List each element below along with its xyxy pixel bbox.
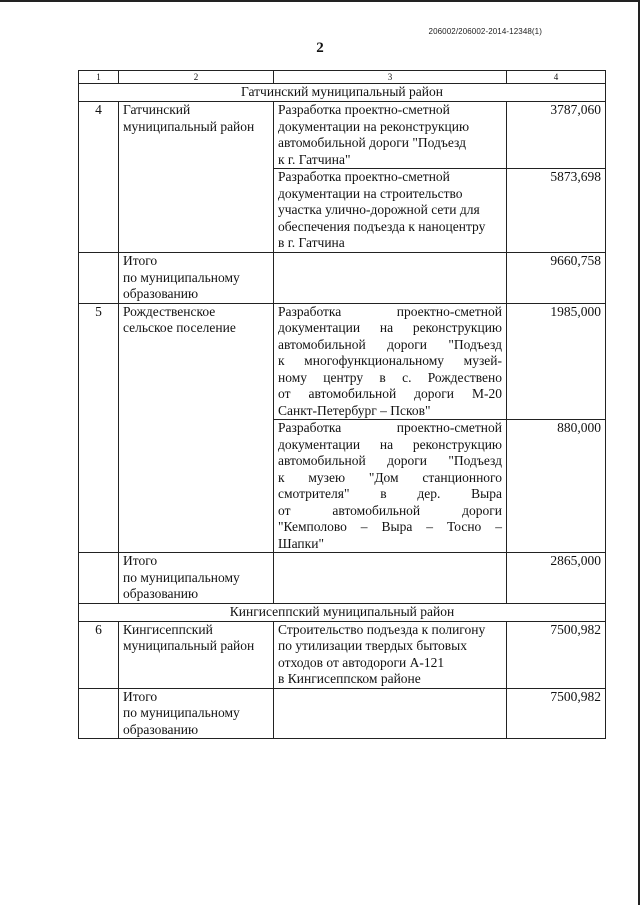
- total-line: образованию: [123, 721, 199, 737]
- column-number: 2: [119, 71, 274, 84]
- table-row: [79, 303, 606, 420]
- desc-line: автомобильной дороги "Подъезд: [278, 336, 502, 352]
- total-value: 2865,000: [507, 553, 606, 604]
- total-row: [79, 253, 606, 304]
- desc-line: к многофункциональному музей-: [278, 353, 502, 368]
- desc-line: в г. Гатчина: [278, 235, 345, 250]
- total-value: 9660,758: [507, 253, 606, 304]
- desc-line: Разработка проектно-сметной: [278, 303, 502, 319]
- total-line: Итого: [123, 688, 158, 704]
- desc-line: документации на строительство: [278, 185, 463, 201]
- desc-line: ному центру в с. Рождествено: [278, 369, 502, 385]
- page-number: 2: [316, 40, 324, 56]
- total-row: [79, 688, 606, 739]
- desc-line: от автомобильной дороги: [278, 502, 502, 518]
- empty-cell: [79, 253, 119, 304]
- total-value: 7500,982: [507, 688, 606, 739]
- desc-line: документации на реконструкцию: [278, 436, 502, 452]
- total-line: по муниципальному: [123, 569, 240, 585]
- municipality-name: [119, 621, 274, 688]
- page-top-edge: [0, 0, 640, 2]
- column-number-row: [79, 71, 606, 84]
- desc-line: участка улично-дорожной сети для: [278, 202, 480, 217]
- total-line: Итого: [123, 253, 158, 268]
- name-line: Рождественское: [123, 303, 216, 319]
- table-row: [79, 621, 606, 688]
- total-label: [119, 553, 274, 604]
- row-number: 4: [79, 102, 119, 253]
- amount-value: 7500,982: [507, 621, 606, 688]
- section-row: [79, 603, 606, 621]
- desc-line: к музею "Дом станционного: [278, 469, 502, 485]
- desc-line: Разработка проектно-сметной: [278, 420, 502, 435]
- desc-line: Разработка проектно-сметной: [278, 102, 450, 117]
- desc-line: автомобильной дороги "Подъезд: [278, 453, 502, 468]
- desc-line: Разработка проектно-сметной: [278, 169, 450, 184]
- desc-line: к г. Гатчина": [278, 151, 351, 167]
- section-title-kingisepp: Кингисеппский муниципальный район: [79, 603, 606, 621]
- empty-cell: [274, 253, 507, 304]
- desc-line: "Кемполово – Выра – Тосно –: [278, 519, 502, 534]
- total-line: Итого: [123, 553, 158, 568]
- project-description: [274, 169, 507, 253]
- total-line: по муниципальному: [123, 269, 240, 285]
- empty-cell: [79, 553, 119, 604]
- row-number: 5: [79, 303, 119, 553]
- desc-line: автомобильной дороги "Подъезд: [278, 135, 466, 150]
- desc-line: Шапки": [278, 535, 324, 551]
- column-number: 3: [274, 71, 507, 84]
- appendix-table: [78, 70, 606, 739]
- empty-cell: [79, 688, 119, 739]
- empty-cell: [274, 553, 507, 604]
- row-number: 6: [79, 621, 119, 688]
- section-row: [79, 84, 606, 102]
- desc-line: в Кингисеппском районе: [278, 671, 421, 686]
- column-number: 4: [507, 71, 606, 84]
- amount-value: 880,000: [507, 420, 606, 553]
- desc-line: документации на реконструкцию: [278, 118, 470, 134]
- document-code: 206002/206002-2014-12348(1): [428, 27, 542, 36]
- name-line: Кингисеппский: [123, 621, 213, 637]
- total-label: [119, 688, 274, 739]
- total-line: образованию: [123, 586, 199, 601]
- amount-value: 3787,060: [507, 102, 606, 169]
- desc-line: по утилизации твердых бытовых: [278, 638, 467, 653]
- total-line: образованию: [123, 286, 199, 301]
- total-label: [119, 253, 274, 304]
- desc-line: отходов от автодороги А-121: [278, 654, 445, 670]
- desc-line: обеспечения подъезда к наноцентру: [278, 218, 486, 234]
- name-line: муниципальный район: [123, 118, 255, 134]
- section-title-gatchina: Гатчинский муниципальный район: [79, 84, 606, 102]
- empty-cell: [274, 688, 507, 739]
- desc-line: Санкт-Петербург – Псков": [278, 402, 431, 418]
- total-line: по муниципальному: [123, 705, 240, 720]
- municipality-name: [119, 102, 274, 253]
- amount-value: 1985,000: [507, 303, 606, 420]
- desc-line: смотрителя" в дер. Выра: [278, 486, 502, 501]
- project-description: [274, 621, 507, 688]
- project-description: [274, 303, 507, 420]
- project-description: [274, 420, 507, 553]
- desc-line: документации на реконструкцию: [278, 320, 502, 335]
- desc-line: Строительство подъезда к полигону: [278, 621, 486, 637]
- municipality-name: [119, 303, 274, 553]
- name-line: сельское поселение: [123, 320, 236, 335]
- column-number: 1: [79, 71, 119, 84]
- total-row: [79, 553, 606, 604]
- table-row: [79, 102, 606, 169]
- name-line: Гатчинский: [123, 102, 191, 117]
- amount-value: 5873,698: [507, 169, 606, 253]
- desc-line: от автомобильной дороги М-20: [278, 386, 502, 401]
- project-description: [274, 102, 507, 169]
- name-line: муниципальный район: [123, 638, 255, 653]
